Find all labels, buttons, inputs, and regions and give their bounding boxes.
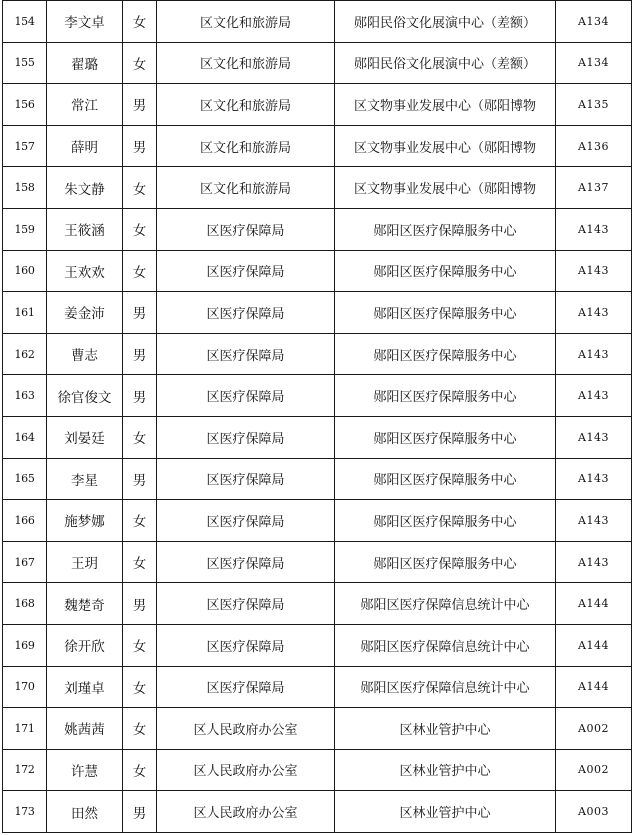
row-number-cell: 160 bbox=[3, 250, 47, 292]
gender-cell: 女 bbox=[123, 541, 157, 583]
work-unit-cell: 郧阳区医疗保障信息统计中心 bbox=[335, 583, 556, 625]
row-number-cell: 159 bbox=[3, 208, 47, 250]
position-code-cell: A143 bbox=[556, 333, 632, 375]
work-unit-cell: 区林业管护中心 bbox=[335, 749, 556, 791]
person-name-cell: 姚茜茜 bbox=[47, 708, 123, 750]
position-code-cell: A144 bbox=[556, 583, 632, 625]
table-row bbox=[3, 749, 632, 791]
row-number-cell: 163 bbox=[3, 375, 47, 417]
gender-cell: 女 bbox=[123, 666, 157, 708]
gender-cell: 女 bbox=[123, 708, 157, 750]
table-row bbox=[3, 250, 632, 292]
row-number-cell: 169 bbox=[3, 624, 47, 666]
department-cell: 区文化和旅游局 bbox=[157, 42, 335, 84]
work-unit-cell: 郧阳区医疗保障服务中心 bbox=[335, 333, 556, 375]
gender-cell: 女 bbox=[123, 250, 157, 292]
gender-cell: 男 bbox=[123, 375, 157, 417]
person-name-cell: 常江 bbox=[47, 84, 123, 126]
table-row bbox=[3, 583, 632, 625]
gender-cell: 男 bbox=[123, 84, 157, 126]
row-number-cell: 164 bbox=[3, 416, 47, 458]
position-code-cell: A143 bbox=[556, 292, 632, 334]
row-number-cell: 171 bbox=[3, 708, 47, 750]
row-number-cell: 172 bbox=[3, 749, 47, 791]
work-unit-cell: 郧阳区医疗保障服务中心 bbox=[335, 416, 556, 458]
person-name-cell: 田然 bbox=[47, 791, 123, 833]
row-number-cell: 158 bbox=[3, 167, 47, 209]
table-row bbox=[3, 125, 632, 167]
row-number-cell: 154 bbox=[3, 1, 47, 43]
gender-cell: 女 bbox=[123, 500, 157, 542]
department-cell: 区医疗保障局 bbox=[157, 458, 335, 500]
work-unit-cell: 区文物事业发展中心（郧阳博物 bbox=[335, 84, 556, 126]
position-code-cell: A143 bbox=[556, 458, 632, 500]
work-unit-cell: 区林业管护中心 bbox=[335, 791, 556, 833]
position-code-cell: A134 bbox=[556, 1, 632, 43]
department-cell: 区医疗保障局 bbox=[157, 666, 335, 708]
department-cell: 区医疗保障局 bbox=[157, 541, 335, 583]
gender-cell: 男 bbox=[123, 292, 157, 334]
row-number-cell: 165 bbox=[3, 458, 47, 500]
row-number-cell: 155 bbox=[3, 42, 47, 84]
person-name-cell: 徐官俊文 bbox=[47, 375, 123, 417]
table-row bbox=[3, 416, 632, 458]
department-cell: 区医疗保障局 bbox=[157, 583, 335, 625]
roster-table bbox=[2, 0, 632, 833]
table-row bbox=[3, 458, 632, 500]
person-name-cell: 李文卓 bbox=[47, 1, 123, 43]
gender-cell: 男 bbox=[123, 125, 157, 167]
gender-cell: 男 bbox=[123, 791, 157, 833]
row-number-cell: 162 bbox=[3, 333, 47, 375]
position-code-cell: A144 bbox=[556, 666, 632, 708]
work-unit-cell: 郧阳区医疗保障信息统计中心 bbox=[335, 666, 556, 708]
table-row bbox=[3, 84, 632, 126]
table-row bbox=[3, 375, 632, 417]
table-row bbox=[3, 292, 632, 334]
person-name-cell: 徐开欣 bbox=[47, 624, 123, 666]
department-cell: 区文化和旅游局 bbox=[157, 1, 335, 43]
department-cell: 区医疗保障局 bbox=[157, 624, 335, 666]
department-cell: 区医疗保障局 bbox=[157, 500, 335, 542]
table-row bbox=[3, 791, 632, 833]
department-cell: 区文化和旅游局 bbox=[157, 167, 335, 209]
row-number-cell: 157 bbox=[3, 125, 47, 167]
position-code-cell: A137 bbox=[556, 167, 632, 209]
department-cell: 区医疗保障局 bbox=[157, 208, 335, 250]
table-row bbox=[3, 42, 632, 84]
department-cell: 区医疗保障局 bbox=[157, 250, 335, 292]
table-row bbox=[3, 1, 632, 43]
gender-cell: 女 bbox=[123, 208, 157, 250]
person-name-cell: 魏楚奇 bbox=[47, 583, 123, 625]
position-code-cell: A143 bbox=[556, 250, 632, 292]
table-row bbox=[3, 333, 632, 375]
work-unit-cell: 郧阳民俗文化展演中心（差额） bbox=[335, 1, 556, 43]
position-code-cell: A143 bbox=[556, 500, 632, 542]
work-unit-cell: 郧阳区医疗保障服务中心 bbox=[335, 541, 556, 583]
table-row bbox=[3, 500, 632, 542]
work-unit-cell: 郧阳区医疗保障服务中心 bbox=[335, 500, 556, 542]
work-unit-cell: 郧阳区医疗保障信息统计中心 bbox=[335, 624, 556, 666]
work-unit-cell: 郧阳区医疗保障服务中心 bbox=[335, 375, 556, 417]
department-cell: 区医疗保障局 bbox=[157, 292, 335, 334]
work-unit-cell: 区文物事业发展中心（郧阳博物 bbox=[335, 167, 556, 209]
position-code-cell: A003 bbox=[556, 791, 632, 833]
position-code-cell: A002 bbox=[556, 749, 632, 791]
position-code-cell: A135 bbox=[556, 84, 632, 126]
table-row bbox=[3, 167, 632, 209]
gender-cell: 女 bbox=[123, 1, 157, 43]
work-unit-cell: 郧阳区医疗保障服务中心 bbox=[335, 208, 556, 250]
row-number-cell: 167 bbox=[3, 541, 47, 583]
person-name-cell: 李星 bbox=[47, 458, 123, 500]
row-number-cell: 156 bbox=[3, 84, 47, 126]
position-code-cell: A143 bbox=[556, 375, 632, 417]
person-name-cell: 王欢欢 bbox=[47, 250, 123, 292]
person-name-cell: 王筱涵 bbox=[47, 208, 123, 250]
person-name-cell: 朱文静 bbox=[47, 167, 123, 209]
row-number-cell: 166 bbox=[3, 500, 47, 542]
table-row bbox=[3, 624, 632, 666]
gender-cell: 女 bbox=[123, 167, 157, 209]
table-row bbox=[3, 666, 632, 708]
table-row bbox=[3, 541, 632, 583]
table-row bbox=[3, 708, 632, 750]
gender-cell: 女 bbox=[123, 624, 157, 666]
row-number-cell: 161 bbox=[3, 292, 47, 334]
person-name-cell: 姜金沛 bbox=[47, 292, 123, 334]
person-name-cell: 王玥 bbox=[47, 541, 123, 583]
row-number-cell: 173 bbox=[3, 791, 47, 833]
work-unit-cell: 郧阳区医疗保障服务中心 bbox=[335, 250, 556, 292]
work-unit-cell: 郧阳民俗文化展演中心（差额） bbox=[335, 42, 556, 84]
position-code-cell: A144 bbox=[556, 624, 632, 666]
position-code-cell: A143 bbox=[556, 208, 632, 250]
gender-cell: 男 bbox=[123, 458, 157, 500]
position-code-cell: A136 bbox=[556, 125, 632, 167]
person-name-cell: 刘瑾卓 bbox=[47, 666, 123, 708]
department-cell: 区文化和旅游局 bbox=[157, 84, 335, 126]
gender-cell: 女 bbox=[123, 42, 157, 84]
row-number-cell: 170 bbox=[3, 666, 47, 708]
work-unit-cell: 区文物事业发展中心（郧阳博物 bbox=[335, 125, 556, 167]
gender-cell: 女 bbox=[123, 416, 157, 458]
department-cell: 区人民政府办公室 bbox=[157, 749, 335, 791]
table-body bbox=[3, 1, 632, 833]
department-cell: 区医疗保障局 bbox=[157, 375, 335, 417]
person-name-cell: 刘晏廷 bbox=[47, 416, 123, 458]
department-cell: 区人民政府办公室 bbox=[157, 791, 335, 833]
department-cell: 区医疗保障局 bbox=[157, 333, 335, 375]
gender-cell: 男 bbox=[123, 333, 157, 375]
row-number-cell: 168 bbox=[3, 583, 47, 625]
position-code-cell: A134 bbox=[556, 42, 632, 84]
gender-cell: 女 bbox=[123, 749, 157, 791]
work-unit-cell: 郧阳区医疗保障服务中心 bbox=[335, 292, 556, 334]
position-code-cell: A143 bbox=[556, 541, 632, 583]
position-code-cell: A143 bbox=[556, 416, 632, 458]
person-name-cell: 施梦娜 bbox=[47, 500, 123, 542]
department-cell: 区文化和旅游局 bbox=[157, 125, 335, 167]
gender-cell: 男 bbox=[123, 583, 157, 625]
work-unit-cell: 郧阳区医疗保障服务中心 bbox=[335, 458, 556, 500]
person-name-cell: 翟璐 bbox=[47, 42, 123, 84]
position-code-cell: A002 bbox=[556, 708, 632, 750]
work-unit-cell: 区林业管护中心 bbox=[335, 708, 556, 750]
person-name-cell: 曹志 bbox=[47, 333, 123, 375]
person-name-cell: 薛明 bbox=[47, 125, 123, 167]
department-cell: 区人民政府办公室 bbox=[157, 708, 335, 750]
table-row bbox=[3, 208, 632, 250]
person-name-cell: 许慧 bbox=[47, 749, 123, 791]
department-cell: 区医疗保障局 bbox=[157, 416, 335, 458]
